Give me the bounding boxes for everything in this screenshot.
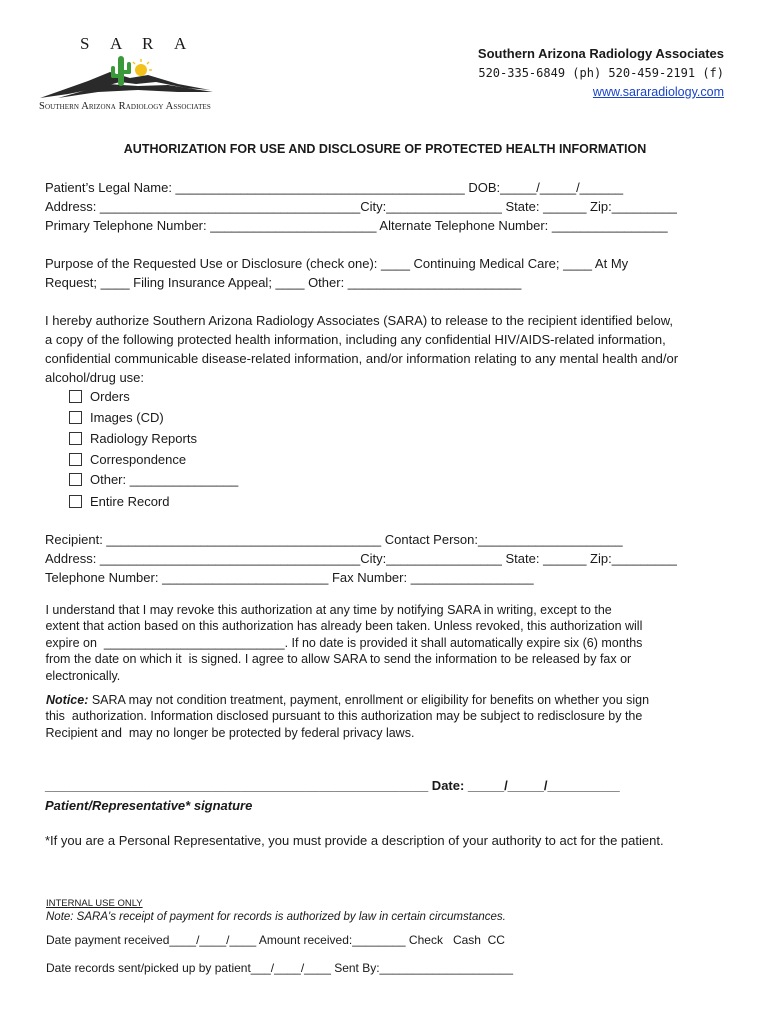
record-option-label: Correspondence xyxy=(90,451,187,467)
recipient-contact-line[interactable]: Recipient: ______________________________________ Contact Person:____________________ xyxy=(45,532,623,547)
record-option-label: Images (CD) xyxy=(90,409,164,425)
signature-date-line[interactable]: _____________________________________________________ Date: _____/_____/__________ xyxy=(45,778,620,793)
patient-address-line[interactable]: Address: ____________________________________City:________________ State: ______ Zip:_________ xyxy=(45,199,677,214)
internal-use-heading: INTERNAL USE ONLY xyxy=(46,898,143,909)
purpose-line-1[interactable]: Purpose of the Requested Use or Disclosure (check one): ____ Continuing Medical Care; ____ At My xyxy=(45,256,629,271)
purpose-line-2[interactable]: Request; ____ Filing Insurance Appeal; ____ Other: ________________________ xyxy=(45,275,522,290)
logo-letter-a: A xyxy=(110,34,123,53)
notice-label: Notice: xyxy=(46,693,89,707)
authorize-text-4: alcohol/drug use: xyxy=(45,370,145,385)
logo-letter-r: R xyxy=(142,34,154,53)
payment-received-line[interactable]: Date payment received____/____/____ Amount received:________ Check Cash CC xyxy=(46,933,505,947)
record-option-other[interactable] xyxy=(69,470,238,488)
record-option-label: Other: _______________ xyxy=(90,471,239,487)
patient-phone-line[interactable]: Primary Telephone Number: _______________________ Alternate Telephone Number: ________________ xyxy=(45,218,668,233)
company-name: Southern Arizona Radiology Associates xyxy=(477,46,724,61)
logo-letter-a2: A xyxy=(174,34,187,53)
logo-mountain-icon xyxy=(38,48,218,100)
record-option-label: Orders xyxy=(90,388,130,404)
checkbox-icon[interactable] xyxy=(69,453,82,466)
record-option-images[interactable] xyxy=(69,408,164,426)
record-option-correspondence[interactable] xyxy=(69,450,186,468)
checkbox-icon[interactable] xyxy=(69,495,82,508)
signature-label: Patient/Representative* signature xyxy=(45,798,253,813)
company-website-link[interactable]: www.sararadiology.com xyxy=(592,85,724,99)
revoke-text-1: I understand that I may revoke this authorization at any time by notifying SARA in writing, except to the xyxy=(42,603,612,617)
company-phone: 520-335-6849 (ph) 520-459-2191 (f) xyxy=(478,66,724,80)
notice-text-1: SARA may not condition treatment, payment, enrollment or eligibility for benefits on whether you sign xyxy=(88,693,650,707)
logo-letter-s: S xyxy=(80,34,90,53)
checkbox-icon[interactable] xyxy=(69,432,82,445)
representative-note: *If you are a Personal Representative, you must provide a description of your authority to act for the patient. xyxy=(45,833,664,848)
record-option-label: Radiology Reports xyxy=(90,430,197,446)
authorize-text-1: I hereby authorize Southern Arizona Radiology Associates (SARA) to release to the recipient identified below, xyxy=(45,313,673,328)
notice-text-3: Recipient and may no longer be protected by federal privacy laws. xyxy=(42,726,415,740)
notice-text-2: this authorization. Information disclosed pursuant to this authorization may be subject to redisclosure by the xyxy=(42,709,643,723)
logo-tagline: Southern Arizona Radiology Associates xyxy=(39,101,211,112)
revoke-text-5: electronically. xyxy=(42,669,121,683)
record-option-label: Entire Record xyxy=(90,493,170,509)
revoke-text-3[interactable]: expire on __________________________. If no date is provided it shall automatically expire six (6) months xyxy=(42,636,643,650)
authorize-text-2: a copy of the following protected health information, including any confidential HIV/AIDS-related information, xyxy=(45,332,666,347)
checkbox-icon[interactable] xyxy=(69,390,82,403)
record-option-radiology-reports[interactable] xyxy=(69,429,197,447)
notice-line-1 xyxy=(46,692,649,709)
checkbox-icon[interactable] xyxy=(69,411,82,424)
revoke-text-2: extent that action based on this authorization has already been taken. Unless revoked, this authorization will xyxy=(42,619,643,633)
form-title: AUTHORIZATION FOR USE AND DISCLOSURE OF PROTECTED HEALTH INFORMATION xyxy=(123,142,647,156)
recipient-address-line[interactable]: Address: ____________________________________City:________________ State: ______ Zip:_________ xyxy=(45,551,677,566)
record-option-entire-record[interactable] xyxy=(69,492,169,510)
record-option-orders[interactable] xyxy=(69,387,130,405)
patient-name-dob-line[interactable]: Patient’s Legal Name: ________________________________________ DOB:_____/_____/______ xyxy=(45,180,624,195)
internal-note: Note: SARA's receipt of payment for records is authorized by law in certain circumstances. xyxy=(46,911,506,923)
recipient-phone-fax-line[interactable]: Telephone Number: _______________________ Fax Number: _________________ xyxy=(45,570,534,585)
checkbox-icon[interactable] xyxy=(69,473,82,486)
revoke-text-4: from the date on which it is signed. I agree to allow SARA to send the information to be released by fax or xyxy=(42,652,632,666)
records-sent-line[interactable]: Date records sent/picked up by patient___/____/____ Sent By:____________________ xyxy=(46,961,514,975)
authorize-text-3: confidential communicable disease-related information, and/or information relating to any mental health and/or xyxy=(45,351,679,366)
